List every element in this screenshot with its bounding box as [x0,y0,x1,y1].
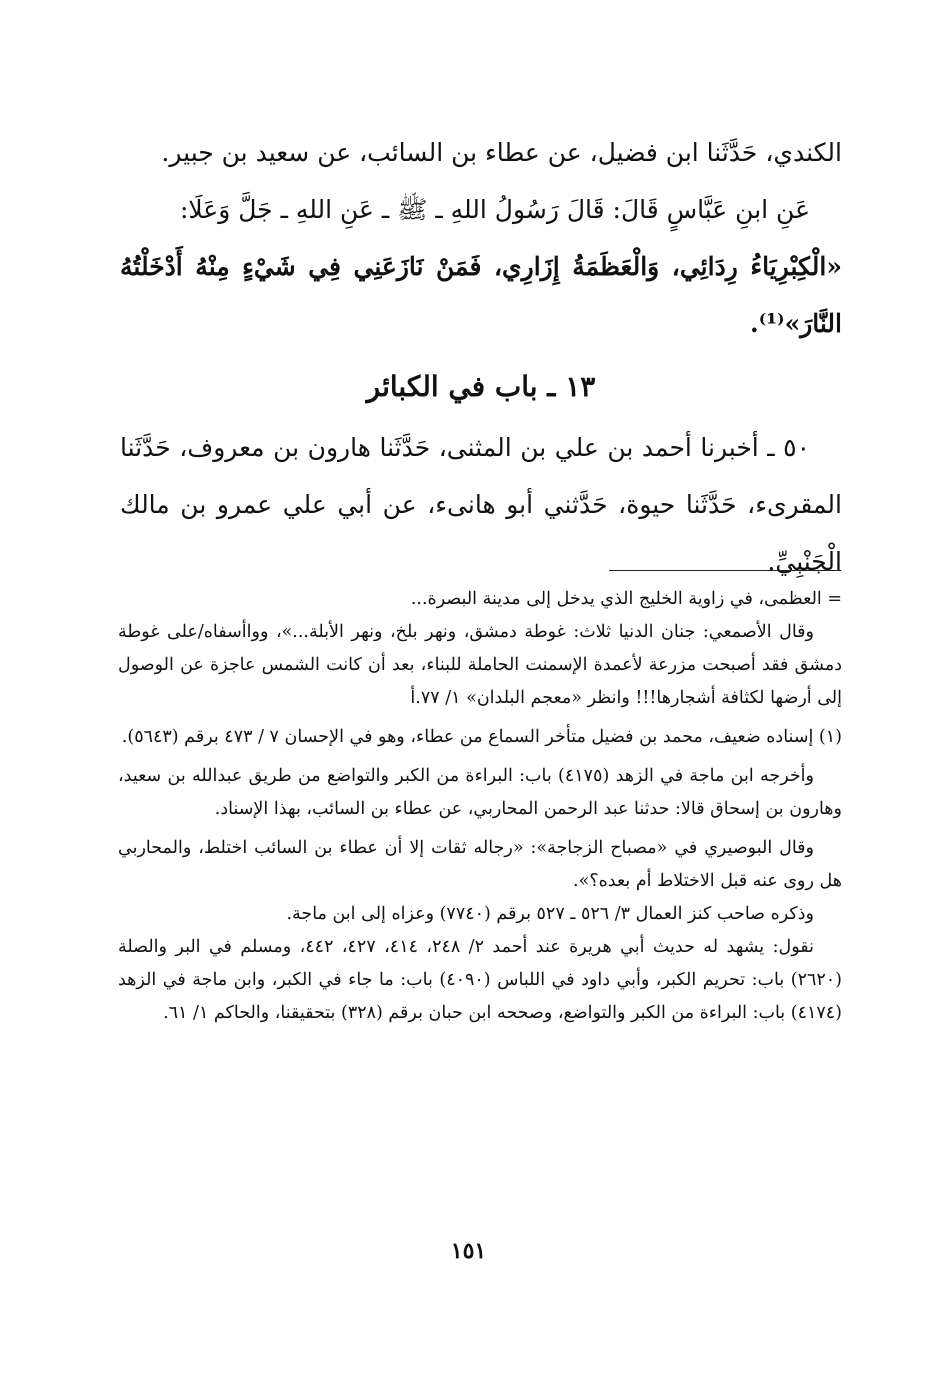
chapter-heading: ١٣ ـ باب في الكبائر [366,370,596,403]
hadith-isnad: عَنِ ابنِ عَبَّاسٍ قَالَ: قَالَ رَسُولُ اللهِ ـ ﷺ ـ عَنِ اللهِ ـ جَلَّ وَعَلَا: [179,195,810,224]
footnote-1-busiri: وقال البوصيري في «مصباح الزجاجة»: «رجاله ثقات إلا أن عطاء بن السائب اختلط، والمحاربي هل روى عنه قبل الاختلاط أم بعده؟». [118,838,842,891]
footnote-1-ibn-majah: وأخرجه ابن ماجة في الزهد (٤١٧٥) باب: البراءة من الكبر والتواضع من طريق عبدالله بن سعيد، وهارون بن إسحاق قالا: حدثنا عبد الرحمن المحاربي، عن عطاء بن السائب، بهذا الإسناد. [118,766,842,819]
hadith-50: ٥٠ ـ أخبرنا أحمد بن علي بن المثنى، حَدَّثَنا هارون بن معروف، حَدَّثَنا المقرىء، حَدَّثَنا حيوة، حَدَّثني أبو هانىء، عن أبي علي عمرو بن مالك الْجَنْبِيِّ. [120,433,842,576]
footnote-1-kanz: وذكره صاحب كنز العمال ٣/ ٥٢٦ ـ ٥٢٧ برقم (٧٧٤٠) وعزاه إلى ابن ماجة. [286,904,814,924]
footnote-separator [609,570,841,571]
page-number: ١٥١ [450,1238,487,1264]
hadith-matn: «الْكِبْرِيَاءُ رِدَائِي، وَالْعَظَمَةُ إِزَارِي، فَمَنْ نَازَعَنِي فِي شَيْءٍ مِنْهُ أَدْخَلْتُهُ النَّارَ»⁽¹⁾. [120,252,842,338]
footnotes [118,583,842,1030]
footnote-asmai: وقال الأصمعي: جنان الدنيا ثلاث: غوطة دمشق، ونهر بلخ، ونهر الأبلة...»، وواأسفاه/على غوطة دمشق فقد أصبحت مزرعة لأعمدة الإسمنت الحاملة للبناء، بعد أن كانت الشمس عاجزة عن الوصول إلى أرضها لكثافة أشجارها!!! وانظر «معجم البلدان» ١/ ٧٧.أ [118,622,842,708]
intro-line: الكندي، حَدَّثَنا ابن فضيل، عن عطاء بن السائب، عن سعيد بن جبير. [161,138,842,167]
footnote-1-shawahid: نقول: يشهد له حديث أبي هريرة عند أحمد ٢/ ٢٤٨، ٤١٤، ٤٢٧، ٤٤٢، ومسلم في البر والصلة (٢٦٢٠) باب: تحريم الكبر، وأبي داود في اللباس (٤٠٩٠) باب: ما جاء في الكبر، وابن ماجة في الزهد (٤١٧٤) باب: البراءة من الكبر والتواضع، وصححه ابن حبان برقم (٣٢٨) بتحقيقنا، والحاكم ١/ ٦١. [118,937,842,1023]
footnote-continued: = العظمى، في زاوية الخليج الذي يدخل إلى مدينة البصرة... [410,589,842,609]
main-text [120,124,842,590]
footnote-1: (١) إسناده ضعيف، محمد بن فضيل متأخر السماع من عطاء، وهو في الإحسان ٧ / ٤٧٣ برقم (٥٦٤٣). [121,727,842,747]
